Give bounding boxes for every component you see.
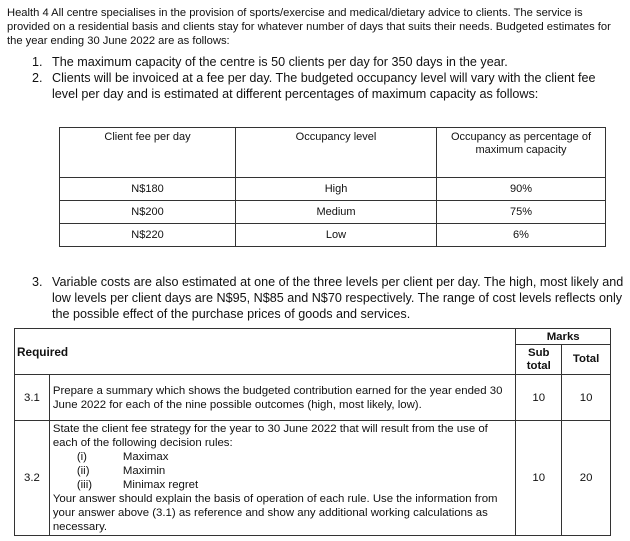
list-item-text: Variable costs are also estimated at one of the three levels per client per day. The high, most likely and low levels per client days are N$95, N$85 and N$70 respectively. The range of cost levels reflects only the possible effect of the purchase prices of goods and services. — [52, 275, 624, 321]
question-text: Prepare a summary which shows the budgeted contribution earned for the year ended 30 June 2022 for each of the nine possible outcomes (high, most likely, low). — [49, 375, 515, 421]
total-mark: 20 — [562, 421, 611, 536]
table-header-row — [15, 329, 611, 345]
list-item-1 — [32, 55, 624, 71]
decision-rule-item — [53, 450, 512, 464]
cell-fee: N$180 — [60, 178, 236, 201]
decision-rule-item — [53, 464, 512, 478]
table-row — [60, 178, 606, 201]
list-item-number: 1. — [32, 55, 43, 69]
table-row — [15, 421, 611, 536]
cell-percentage: 90% — [437, 178, 606, 201]
cell-level: Low — [236, 224, 437, 247]
table-row — [60, 224, 606, 247]
cell-fee: N$220 — [60, 224, 236, 247]
intro-paragraph: Health 4 All centre specialises in the provision of sports/exercise and medical/dietary advice to clients. The service is provided on a residential basis and clients stay for whatever number of days that suits their needs. Budgeted estimates for the year ending 30 June 2022 are as follows: — [7, 7, 611, 48]
total-mark: 10 — [562, 375, 611, 421]
sub-total-mark: 10 — [516, 421, 562, 536]
cell-percentage: 6% — [437, 224, 606, 247]
rule-label: Minimax regret — [122, 479, 199, 491]
list-item-number: 3. — [32, 275, 43, 289]
list-item-3 — [32, 275, 624, 322]
sub-total-mark: 10 — [516, 375, 562, 421]
question-intro: State the client fee strategy for the year to 30 June 2022 that will result from the use of each of the following decision rules: — [52, 423, 488, 449]
question-number: 3.2 — [15, 421, 50, 536]
table-row — [60, 201, 606, 224]
list-item-2 — [32, 71, 624, 103]
header-client-fee: Client fee per day — [60, 128, 236, 178]
question-text — [49, 421, 515, 536]
header-occupancy-percentage: Occupancy as percentage of maximum capacity — [437, 128, 606, 178]
table-row — [15, 375, 611, 421]
required-table — [14, 328, 611, 536]
sub-total-heading: Sub total — [516, 345, 562, 375]
list-item-text: The maximum capacity of the centre is 50 clients per day for 350 days in the year. — [52, 55, 508, 69]
total-heading: Total — [562, 345, 611, 375]
rule-number: (ii) — [76, 465, 90, 477]
cell-fee: N$200 — [60, 201, 236, 224]
header-occupancy-level: Occupancy level — [236, 128, 437, 178]
rule-number: (i) — [76, 451, 87, 463]
cell-percentage: 75% — [437, 201, 606, 224]
required-heading: Required — [15, 329, 516, 375]
rule-label: Maximax — [122, 451, 169, 463]
marks-heading: Marks — [516, 329, 611, 345]
question-number: 3.1 — [15, 375, 50, 421]
decision-rule-item — [53, 478, 512, 492]
list-item-number: 2. — [32, 71, 43, 85]
list-item-text: Clients will be invoiced at a fee per day. The budgeted occupancy level will vary with the client fee level per day and is estimated at different percentages of maximum capacity as follows: — [52, 71, 596, 101]
rule-number: (iii) — [76, 479, 93, 491]
fee-occupancy-table — [59, 127, 606, 247]
question-outro: Your answer should explain the basis of operation of each rule. Use the information from your answer above (3.1) as reference and show any additional working calculations as necessary. — [52, 493, 498, 533]
rule-label: Maximin — [122, 465, 166, 477]
table-header-row — [60, 128, 606, 178]
cell-level: Medium — [236, 201, 437, 224]
cell-level: High — [236, 178, 437, 201]
